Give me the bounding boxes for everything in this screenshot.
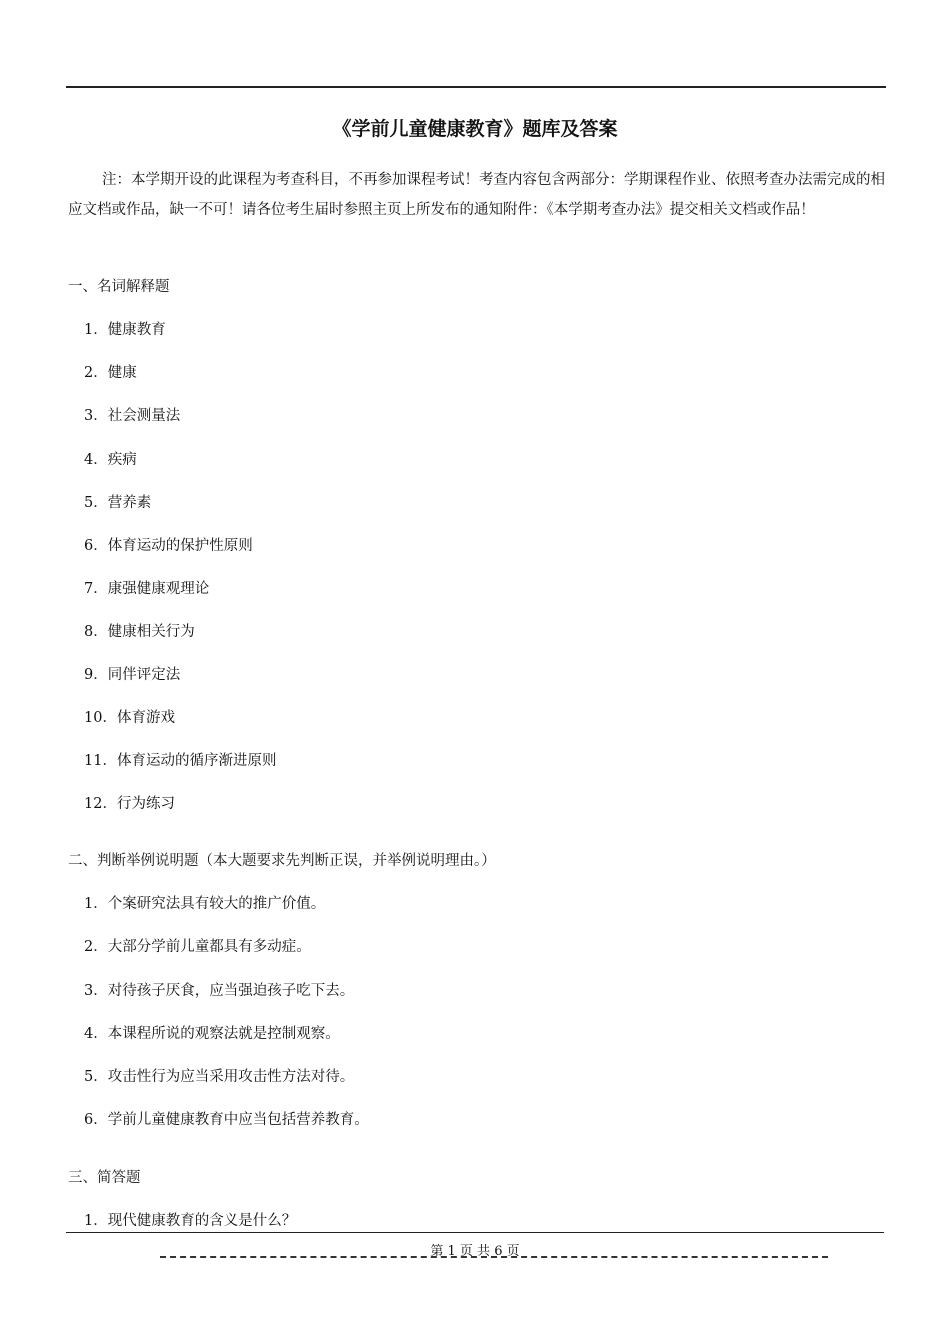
list-item: 4．疾病 xyxy=(84,452,137,468)
dashed-divider xyxy=(160,1256,828,1258)
header-rule xyxy=(66,86,886,88)
page-number: 第 1 页 共 6 页 xyxy=(430,1244,520,1259)
note-text: 注：本学期开设的此课程为考查科目，不再参加课程考试！考查内容包含两部分：学期课程作业、依照考查办法需完成的相应文档或作品，缺一不可！请各位考生届时参照主页上所发布的通知附件：《本学期考查办法》提交相关文档或作品！ xyxy=(68,172,885,218)
list-item: 6．体育运动的保护性原则 xyxy=(84,538,253,554)
footer-rule xyxy=(66,1232,884,1233)
list-item: 1．健康教育 xyxy=(84,322,166,338)
section-heading-3: 三、简答题 xyxy=(68,1170,141,1186)
list-item: 12．行为练习 xyxy=(84,796,175,812)
section-heading-2: 二、判断举例说明题（本大题要求先判断正误，并举例说明理由。） xyxy=(68,853,496,869)
list-item: 9．同伴评定法 xyxy=(84,667,181,683)
section-heading-1: 一、名词解释题 xyxy=(68,279,170,295)
list-item: 3．社会测量法 xyxy=(84,408,181,424)
note-paragraph xyxy=(68,165,886,225)
list-item: 2．大部分学前儿童都具有多动症。 xyxy=(84,939,311,955)
list-item: 1．现代健康教育的含义是什么？ xyxy=(84,1213,297,1229)
list-item: 1．个案研究法具有较大的推广价值。 xyxy=(84,896,326,912)
list-item: 5．营养素 xyxy=(84,495,152,511)
list-item: 4．本课程所说的观察法就是控制观察。 xyxy=(84,1026,340,1042)
list-item: 3．对待孩子厌食，应当强迫孩子吃下去。 xyxy=(84,983,355,999)
list-item: 10．体育游戏 xyxy=(84,710,175,726)
list-item: 5．攻击性行为应当采用攻击性方法对待。 xyxy=(84,1069,355,1085)
list-item: 8．健康相关行为 xyxy=(84,624,195,640)
list-item: 2．健康 xyxy=(84,365,137,381)
list-item: 6．学前儿童健康教育中应当包括营养教育。 xyxy=(84,1112,369,1128)
list-item: 11．体育运动的循序渐进原则 xyxy=(84,753,277,769)
document-title: 《学前儿童健康教育》题库及答案 xyxy=(332,118,618,140)
list-item: 7．康强健康观理论 xyxy=(84,581,210,597)
